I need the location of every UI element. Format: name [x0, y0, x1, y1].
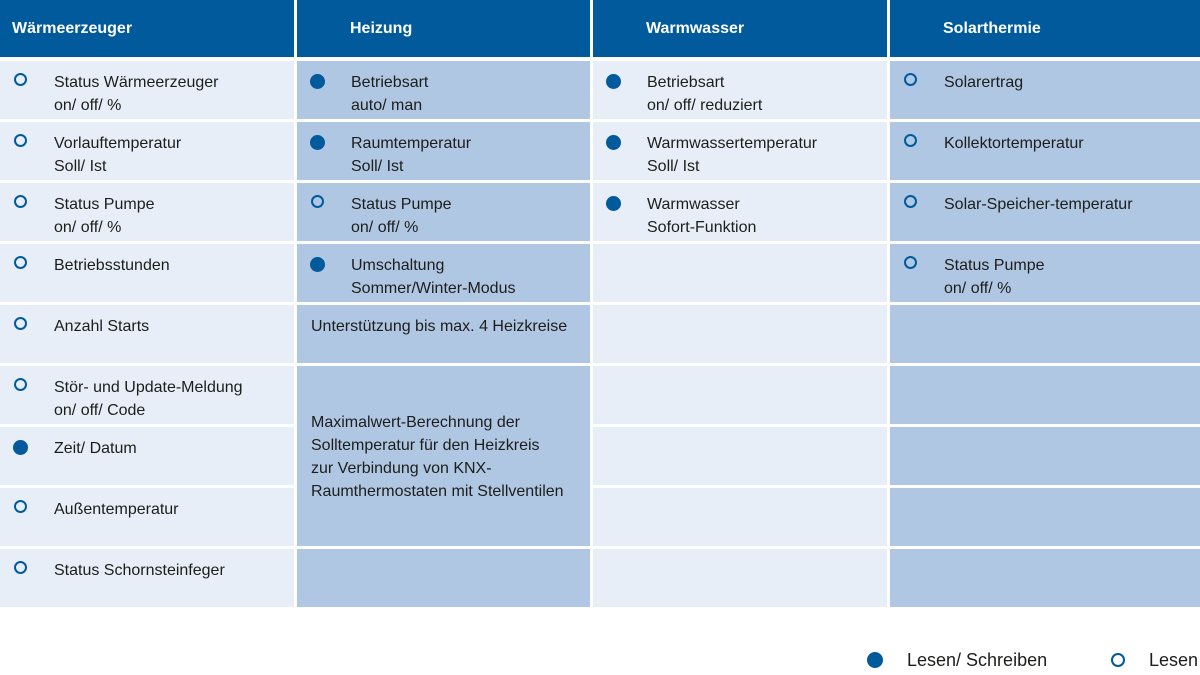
read-only-icon: [904, 256, 917, 269]
table-cell: [0, 488, 294, 546]
item-label: Kollektortemperatur: [944, 135, 1084, 152]
max-note-text: [311, 411, 582, 503]
item-label: Betriebsstunden: [54, 257, 170, 274]
item-label: Zeit/ Datum: [54, 440, 137, 457]
item-label: Raumtemperatur: [351, 135, 472, 152]
legend-read-write: Lesen/ Schreiben: [907, 650, 1048, 670]
table-cell: [593, 427, 887, 485]
item-sublabel: Soll/ Ist: [54, 158, 107, 175]
table-cell: [0, 305, 294, 363]
item-label: Status Pumpe: [351, 196, 452, 213]
item-label: Betriebsart: [647, 74, 725, 91]
table-item: [54, 193, 288, 239]
read-write-icon: [310, 74, 325, 89]
table-item: [647, 132, 881, 178]
table-cell: [890, 122, 1200, 180]
item-sublabel: Soll/ Ist: [351, 158, 404, 175]
table-cell: [593, 366, 887, 424]
read-only-icon: [14, 73, 27, 86]
table-cell: [0, 427, 294, 485]
item-sublabel: Soll/ Ist: [647, 158, 700, 175]
table-item: [944, 132, 1194, 155]
table-cell: [0, 549, 294, 607]
table-item: [647, 193, 881, 239]
read-write-icon: [867, 652, 883, 668]
table-cell: [890, 549, 1200, 607]
table-item: [54, 71, 288, 117]
item-label: Betriebsart: [351, 74, 429, 91]
legend-read-only: Lesen: [1149, 650, 1199, 670]
table-item: [54, 498, 288, 521]
item-label: Solarertrag: [944, 74, 1024, 91]
item-label: Außentemperatur: [54, 501, 179, 518]
item-label: Anzahl Starts: [54, 318, 150, 335]
read-only-icon: [311, 195, 324, 208]
read-only-icon: [14, 378, 27, 391]
read-only-icon: [1111, 653, 1125, 667]
max-note-line: Raumthermostaten mit Stellventilen: [311, 483, 564, 500]
item-sublabel: Sofort-Funktion: [647, 219, 757, 236]
item-label: Vorlauftemperatur: [54, 135, 182, 152]
table-cell: [297, 244, 590, 302]
table-item: [351, 254, 584, 300]
read-only-icon: [14, 256, 27, 269]
table-cell: [593, 122, 887, 180]
item-sublabel: on/ off/ reduziert: [647, 97, 763, 114]
read-write-icon: [310, 135, 325, 150]
table-cell: [593, 488, 887, 546]
table-cell: [593, 244, 887, 302]
table-cell: [0, 244, 294, 302]
table-cell: [890, 244, 1200, 302]
read-only-icon: [14, 561, 27, 574]
table-cell: [593, 61, 887, 119]
column-header-0: Wärmeerzeuger: [0, 0, 294, 57]
table-cell: [0, 122, 294, 180]
table-cell: [890, 427, 1200, 485]
table-item: [54, 376, 288, 422]
read-only-icon: [904, 73, 917, 86]
table-cell: [0, 61, 294, 119]
table-item: [54, 132, 288, 178]
item-label: Status Pumpe: [944, 257, 1045, 274]
column-header-3: Solarthermie: [890, 0, 1200, 57]
read-write-icon: [13, 440, 28, 455]
support-note-text: Unterstützung bis max. 4 Heizkreise: [311, 318, 568, 335]
read-write-icon: [606, 196, 621, 211]
table-item: [351, 132, 584, 178]
read-write-icon: [606, 74, 621, 89]
table-item: [944, 71, 1194, 94]
table-item: [54, 437, 288, 460]
table-item: [944, 254, 1194, 300]
read-only-icon: [14, 317, 27, 330]
table-cell: [0, 183, 294, 241]
table-cell: [890, 366, 1200, 424]
item-sublabel: on/ off/ %: [54, 219, 122, 236]
item-sublabel: auto/ man: [351, 97, 423, 114]
table-item: [351, 193, 584, 239]
table-item: [944, 193, 1194, 216]
item-sublabel: on/ off/ Code: [54, 402, 146, 419]
table-cell: [297, 183, 590, 241]
table-cell: [297, 122, 590, 180]
read-only-icon: [14, 500, 27, 513]
table-cell: [890, 61, 1200, 119]
item-sublabel: Sommer/Winter-Modus: [351, 280, 516, 297]
table-cell: [593, 549, 887, 607]
table-cell: [593, 183, 887, 241]
table-item: [54, 559, 288, 582]
read-only-icon: [14, 134, 27, 147]
table-item: [54, 254, 288, 277]
column-header-1: Heizung: [297, 0, 590, 57]
item-sublabel: on/ off/ %: [351, 219, 419, 236]
item-label: Warmwassertemperatur: [647, 135, 818, 152]
item-label: Stör- und Update-Meldung: [54, 379, 243, 396]
table-cell: [890, 488, 1200, 546]
table-item: [351, 71, 584, 117]
item-label: Warmwasser: [647, 196, 740, 213]
read-only-icon: [14, 195, 27, 208]
item-label: Status Wärmeerzeuger: [54, 74, 219, 91]
max-calculation-note: [297, 366, 590, 546]
item-label: Status Schornsteinfeger: [54, 562, 225, 579]
item-label: Umschaltung: [351, 257, 445, 274]
item-sublabel: on/ off/ %: [54, 97, 122, 114]
item-label: Solar-Speicher-temperatur: [944, 196, 1133, 213]
item-sublabel: on/ off/ %: [944, 280, 1012, 297]
table-cell: [297, 61, 590, 119]
read-only-icon: [904, 195, 917, 208]
table-cell: [0, 366, 294, 424]
table-cell: [890, 183, 1200, 241]
heizkreis-support-note: [297, 305, 590, 363]
max-note-line: Solltemperatur für den Heizkreis: [311, 437, 540, 454]
column-header-2: Warmwasser: [593, 0, 887, 57]
read-only-icon: [904, 134, 917, 147]
max-note-line: zur Verbindung von KNX-: [311, 460, 492, 477]
table-item: [54, 315, 288, 338]
table-cell: [890, 305, 1200, 363]
item-label: Status Pumpe: [54, 196, 155, 213]
table-item: [647, 71, 881, 117]
table-cell: [593, 305, 887, 363]
read-write-icon: [606, 135, 621, 150]
table-cell: [297, 549, 590, 607]
read-write-icon: [310, 257, 325, 272]
max-note-line: Maximalwert-Berechnung der: [311, 414, 520, 431]
